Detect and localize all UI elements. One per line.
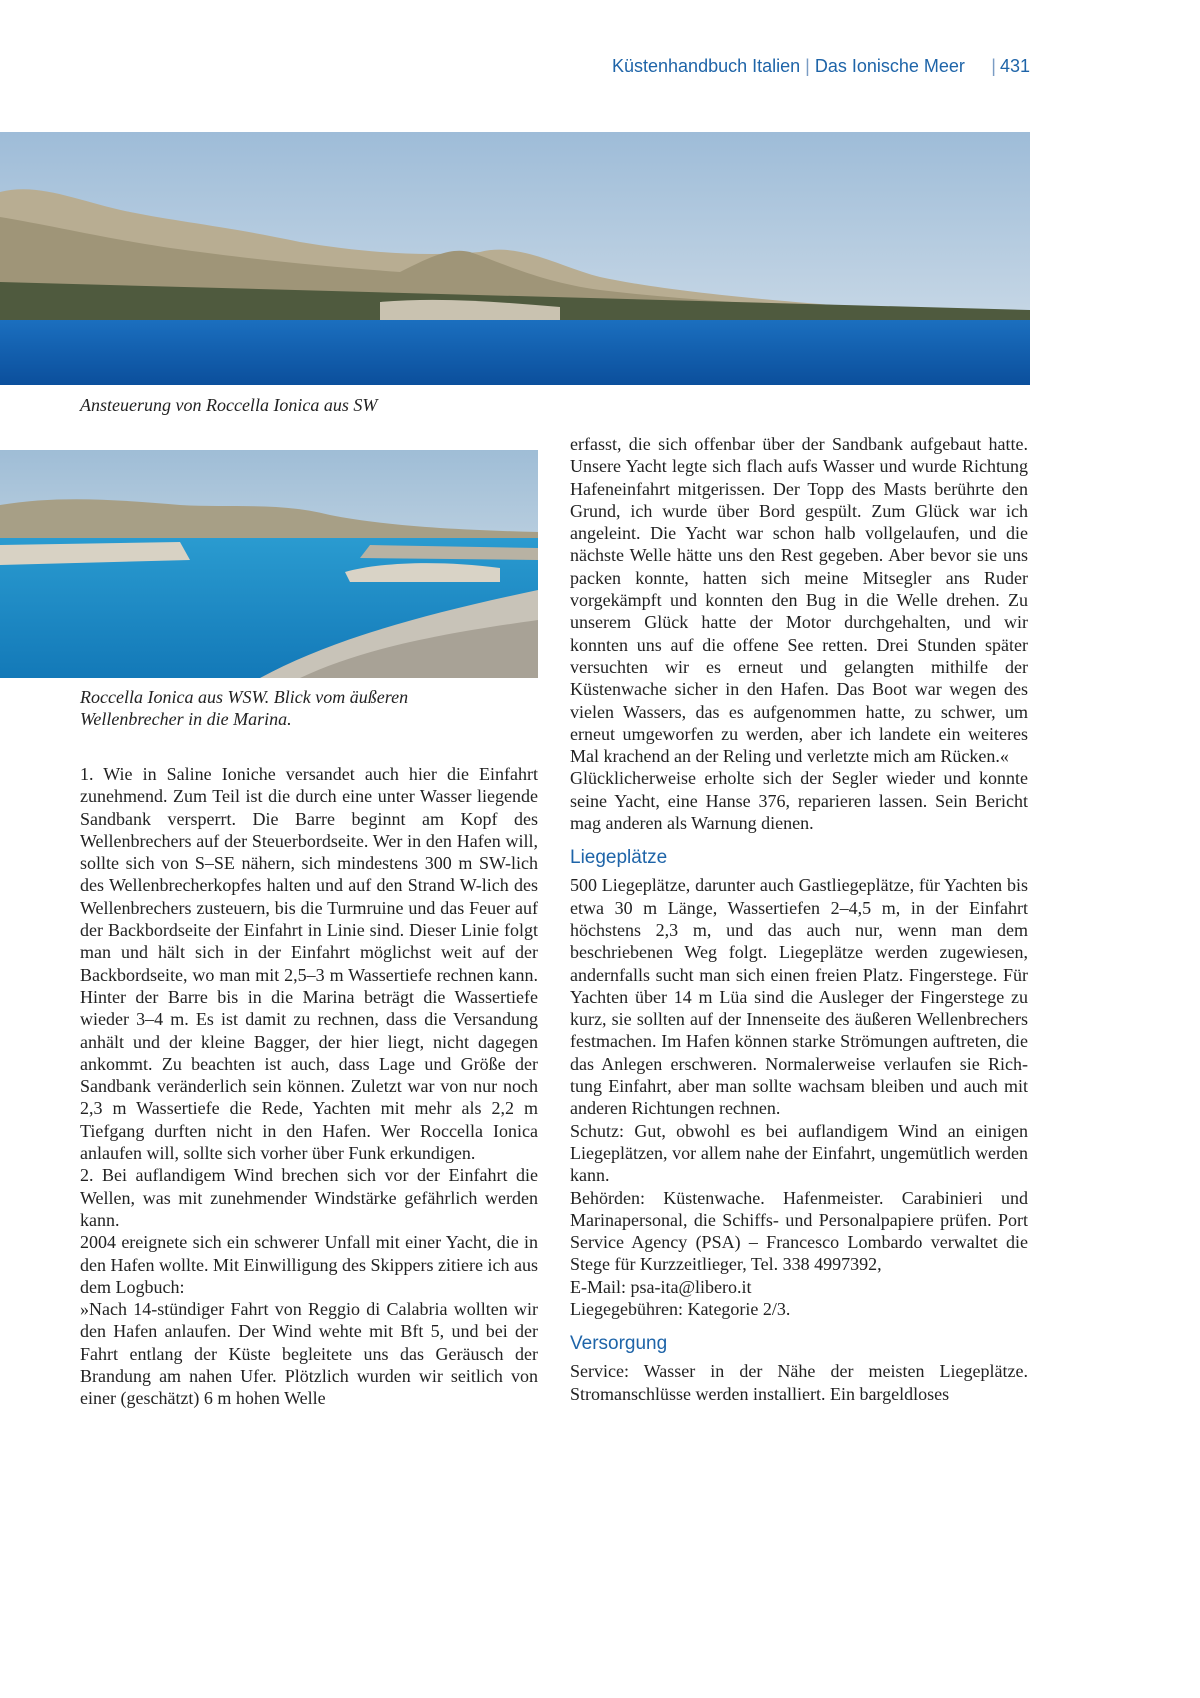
left-text-column bbox=[80, 763, 538, 1410]
paragraph: »Nach 14-stündiger Fahrt von Reggio di Calabria wollten wir den Hafen anlaufen. Der Wind wehte mit Bft 5, und bei der Fahrt entlang der Küste begleitete uns das Geräusch der Brandung am nahen Ufer. Plötzlich wurden wir seitlich von einer (geschätzt) 6 m hohen Welle bbox=[80, 1299, 538, 1409]
paragraph: 2004 ereignete sich ein schwerer Unfall mit einer Yacht, die in den Hafen wollte. Mit Einwilligung des Skippers zitiere ich aus dem Logbuch: bbox=[80, 1232, 538, 1297]
page-number-block: | 431 bbox=[991, 56, 1030, 76]
section-heading-berths: Liegeplätze bbox=[570, 847, 668, 869]
caption-top-photo: Ansteuerung von Roccella Ionica aus SW bbox=[80, 395, 378, 415]
chapter-title: Das Ionische Meer bbox=[814, 56, 965, 76]
paragraph: Behörden: Küstenwache. Hafenmeister. Carabinieri und Marinapersonal, die Schiffs- und Personalpapiere prüfen. Port Service Agency (PSA) – Francesco Lombardo verwaltet die Stege für Kurzzeitlieger, Tel. 338 4997392, bbox=[570, 1187, 1028, 1275]
paragraph: Schutz: Gut, obwohl es bei auflandigem Wind an einigen Liegeplätzen, vor allem nahe der Einfahrt, ungemütlich werden kann. bbox=[570, 1120, 1028, 1186]
paragraph: 1. Wie in Saline Ioniche versandet auch hier die Einfahrt zunehmend. Zum Teil ist die durch eine unter Wasser liegende Sandbank versperrt. Die Barre beginnt am Kopf des Wellenbrechers auf der Steuerbordseite. Wer in den Hafen will, sollte sich von S–SE nähern, sich mindestens 300 m SW-lich des Wellenbrecherkopfes halten und auf den Strand W-lich des Wellenbrechers zusteuern, bis die Turmruine und das Feuer auf der Backbordseite der Einfahrt in Linie sind. Dieser Linie folgt man und hält sich in der Einfahrt möglichst weit auf der Backbordseite, wo man mit 2,5–3 m Wassertiefe rechnen kann. Hinter der Barre bis in die Marina beträgt die Wassertiefe wieder 3–4 m. Es ist damit zu rechnen, dass die Versandung anhält und der kleine Bagger, der hier liegt, nicht dagegen ankommt. Zu beachten ist auch, dass Lage und Größe der Sandbank veränderlich sein können. Zuletzt war von nur noch 2,3 m Wassertiefe die Rede, Yachten mit mehr als 2,2 m Tiefgang durften nicht in den Hafen. Wer Roccella Ionica anlaufen will, sollte sich vorher über Funk erkundigen. bbox=[80, 764, 538, 1164]
section-heading-supply: Versorgung bbox=[570, 1333, 668, 1355]
header-divider: | bbox=[805, 56, 810, 76]
paragraph: 500 Liegeplätze, darunter auch Gastliegeplätze, für Yachten bis etwa 30 m Länge, Wassertiefen 2–4,5 m, in der Einfahrt höchstens 2,3 m, und das auch nur, wenn man dem beschriebenen Weg folgt. Liegeplätze werden zugewiesen, andernfalls sucht man sich einen freien Platz. Fingerstege. Für Yachten über 14 m Lüa sind die Ausleger der Fingerstege zu kurz, sie sollten auf der Innenseite des äußeren Wellenbrechers festmachen. Im Hafen können starke Strömungen auftreten, die das Anlegen erschweren. Normalerweise verlaufen sie Richtung Einfahrt, aber man sollte wachsam bleiben und auch mit anderen Richtungen rechnen. bbox=[570, 875, 1028, 1119]
book-title: Küstenhandbuch Italien bbox=[612, 56, 801, 76]
running-header bbox=[612, 56, 1030, 77]
paragraph: Liegegebühren: Kategorie 2/3. bbox=[570, 1298, 791, 1319]
right-text-column bbox=[570, 433, 1028, 1405]
caption-marina-photo: Roccella Ionica aus WSW. Blick vom äußeren Wellenbrecher in die Marina. bbox=[80, 687, 409, 729]
paragraph: Service: Wasser in der Nähe der meisten Liegeplätze. Stromanschlüsse werden installiert. Ein bargeldloses bbox=[570, 1361, 1028, 1404]
page-number: 431 bbox=[999, 56, 1030, 76]
paragraph: Glücklicherweise erholte sich der Segler wieder und konnte seine Yacht, eine Hanse 376, reparieren lassen. Sein Bericht mag anderen als Warnung dienen. bbox=[570, 768, 1028, 834]
paragraph: 2. Bei auflandigem Wind brechen sich vor der Einfahrt die Wellen, was mit zunehmender Windstärke gefährlich werden kann. bbox=[80, 1165, 538, 1230]
marina-photo bbox=[0, 450, 538, 678]
coast-panorama-photo bbox=[0, 132, 1030, 385]
email-line: E-Mail: psa-ita@libero.it bbox=[570, 1276, 752, 1297]
paragraph: erfasst, die sich offenbar über der Sandbank aufgebaut hatte. Unsere Yacht legte sich flach aufs Wasser und wurde Richtung Hafeneinfahrt mitgerissen. Der Topp des Masts berührte den Grund, ich wurde über Bord gespült. Zum Glück war ich angeleint. Die Yacht war schon halb vollgelaufen, und die nächste Welle hätte uns den Rest gegeben. Aber bevor sie uns packen konnte, hatten sich meine Mitsegler ans Ruder vorgekämpft und konnten den Bug in die Welle drehen. Zu unserem Glück hatte der Motor durchgehalten, und wir konnten uns auf die offene See retten. Drei Stunden später versuchten wir es erneut und gelangten mithilfe der Küstenwache sicher in den Hafen. Das Boot war wegen des vielen Wassers, das es aufgenommen hatte, zu schwer, um erneut umgeworfen zu werden, aber ich landete ein weiteres Mal krachend an der Reling und verletzte mich am Rücken.« bbox=[570, 434, 1028, 767]
